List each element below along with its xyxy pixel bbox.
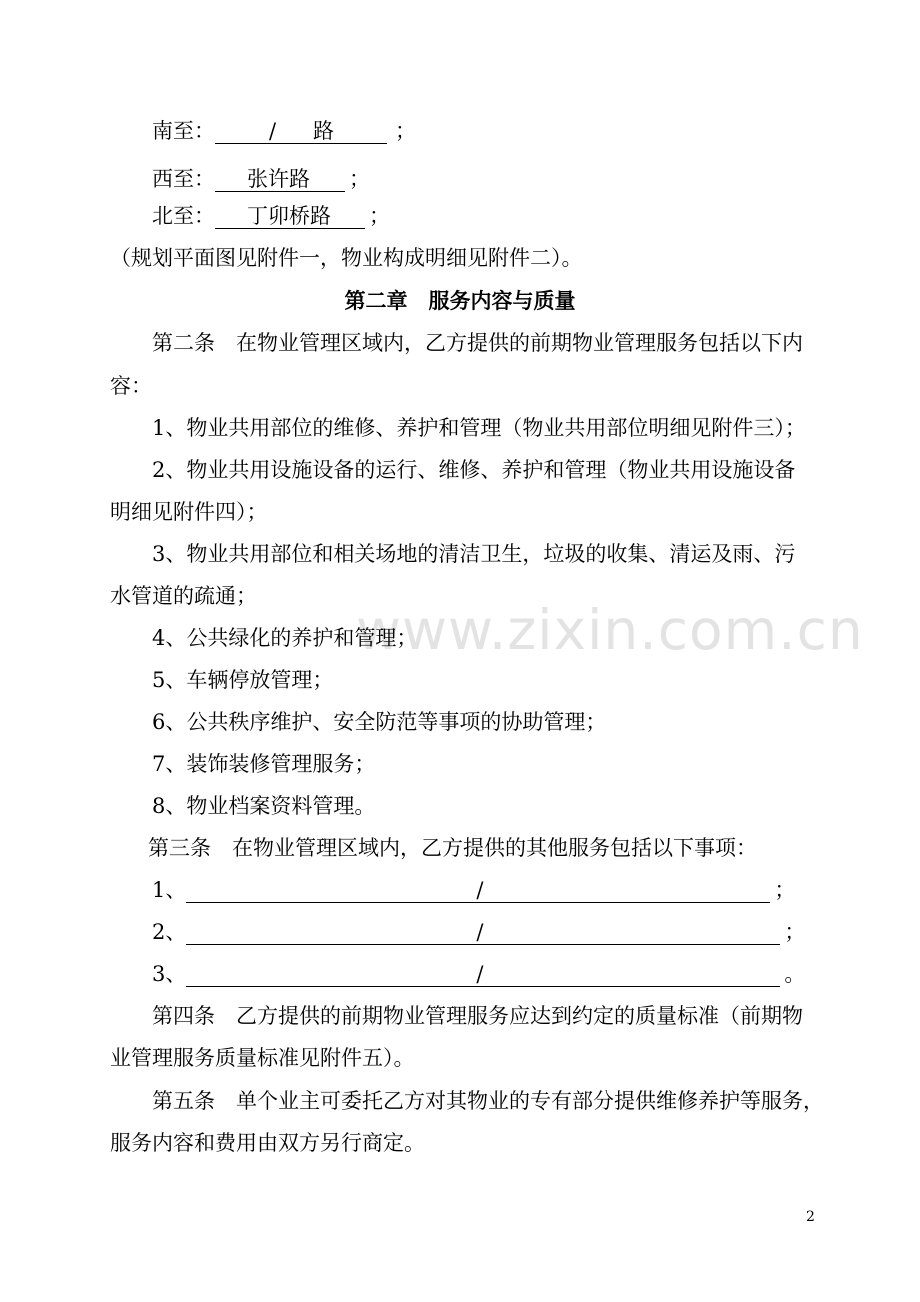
article-2-item-5: 5、车辆停放管理； (152, 668, 334, 692)
article-5-line-2: 服务内容和费用由双方另行商定。 (110, 1131, 425, 1155)
article-3-blank-3 (152, 964, 805, 987)
blank-3-line (186, 964, 780, 987)
boundary-south-blank (215, 121, 387, 144)
article-2-item-3: 3、物业共用部位和相关场地的清洁卫生，垃圾的收集、清运及雨、污 (152, 542, 796, 566)
boundary-north-label: 北至： (152, 204, 215, 228)
blank-2-slash: / (476, 920, 484, 944)
boundary-north-road: 丁卯桥路 (247, 204, 331, 228)
article-2-item-2: 2、物业共用设施设备的运行、维修、养护和管理（物业共用设施设备 (152, 458, 796, 482)
blank-1-slash: / (476, 878, 484, 902)
boundary-west-label: 西至： (152, 167, 215, 191)
article-3-line-1: 第三条 在物业管理区域内，乙方提供的其他服务包括以下事项： (148, 836, 757, 860)
boundary-south-end: ； (395, 119, 416, 143)
article-2-item-6: 6、公共秩序维护、安全防范等事项的协助管理； (152, 710, 607, 734)
article-3-blank-2 (152, 922, 805, 945)
blank-1-end: ； (774, 878, 796, 902)
blank-2-end: ； (784, 920, 806, 944)
chapter-title: 第二章 服务内容与质量 (344, 288, 576, 313)
boundary-west (152, 169, 370, 192)
article-2-item-3-cont: 水管道的疏通； (110, 584, 257, 608)
boundary-west-blank (215, 169, 345, 192)
boundary-note: （规划平面图见附件一，物业构成明细见附件二）。 (110, 246, 583, 270)
boundary-north-blank (215, 206, 365, 229)
article-4-line-2: 业管理服务质量标准见附件五）。 (110, 1046, 415, 1070)
article-3-blank-1 (152, 880, 795, 903)
article-2-line-1: 第二条 在物业管理区域内，乙方提供的前期物业管理服务包括以下内 (152, 331, 803, 355)
blank-2-line (186, 922, 780, 945)
blank-3-slash: / (476, 962, 484, 986)
article-2-item-8: 8、物业档案资料管理。 (152, 794, 376, 818)
blank-3-end: 。 (784, 962, 806, 986)
boundary-south-label: 南至： (152, 119, 215, 143)
article-2-item-2-cont: 明细见附件四）； (110, 500, 268, 524)
blank-3-number: 3、 (152, 962, 187, 986)
watermark: www.zixin.com.cn (356, 598, 864, 662)
blank-1-line (186, 880, 770, 903)
boundary-south (152, 121, 416, 144)
boundary-north-end: ； (369, 204, 390, 228)
boundary-west-road: 张许路 (247, 167, 310, 191)
article-2-line-2: 容： (110, 374, 152, 398)
boundary-west-end: ； (349, 167, 370, 191)
boundary-south-slash: / (269, 119, 277, 143)
article-2-item-1: 1、物业共用部位的维修、养护和管理（物业共用部位明细见附件三）； (152, 416, 806, 440)
boundary-north (152, 206, 390, 229)
article-2-item-4: 4、公共绿化的养护和管理； (152, 626, 418, 650)
article-5-line-1: 第五条 单个业主可委托乙方对其物业的专有部分提供维修养护等服务， (152, 1089, 824, 1113)
boundary-south-road: 路 (313, 119, 334, 143)
article-2-item-7: 7、装饰装修管理服务； (152, 752, 376, 776)
page-number: 2 (806, 1209, 815, 1225)
article-4-line-1: 第四条 乙方提供的前期物业管理服务应达到约定的质量标准（前期物 (152, 1004, 803, 1028)
blank-2-number: 2、 (152, 920, 187, 944)
blank-1-number: 1、 (152, 878, 187, 902)
